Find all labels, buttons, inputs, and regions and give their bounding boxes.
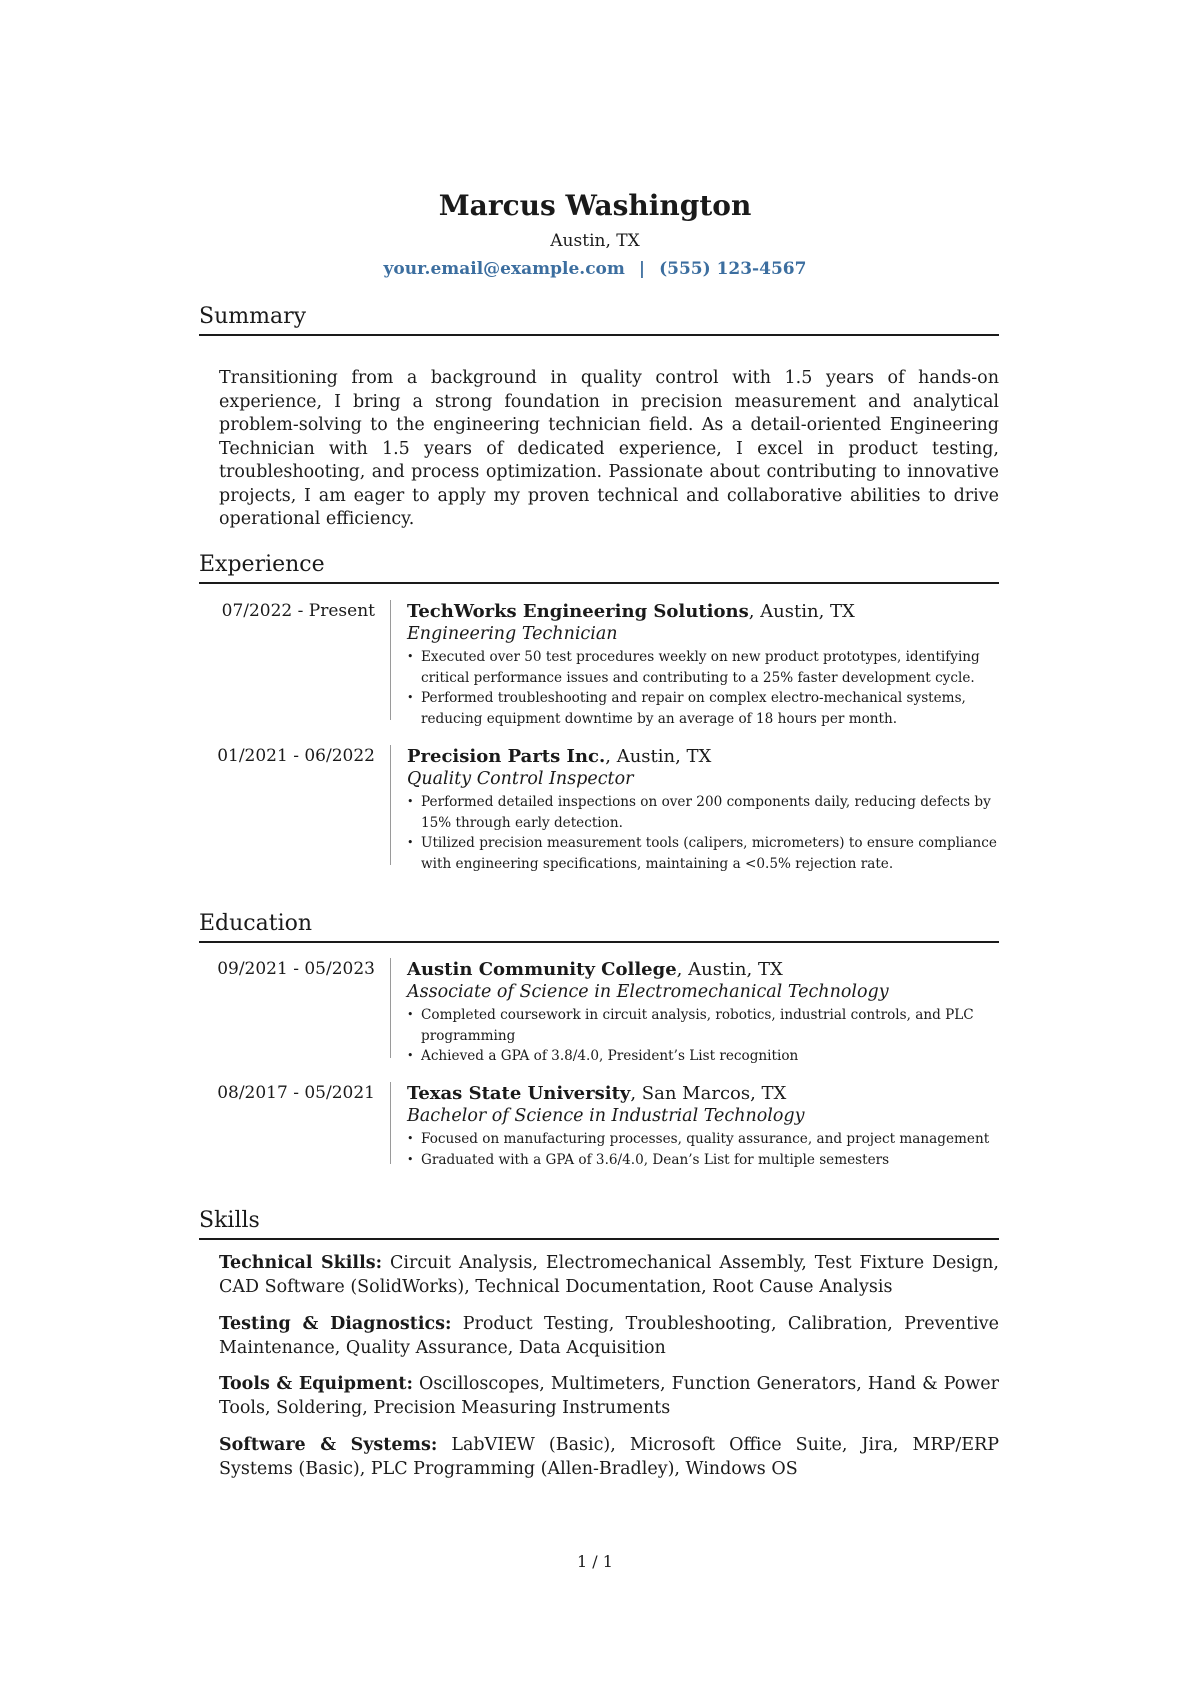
org-location: , Austin, TX [676,959,783,980]
email-link[interactable]: your.email@example.com [383,259,625,279]
skill-text: Product Testing, Troubleshooting, Calibration, Preventive Maintenance, Quality Assurance, Data Acquisition [219,1314,999,1358]
entry-role: Associate of Science in Electromechanical Technology [407,982,889,1002]
skill-group [219,1434,999,1481]
bullet-icon: • [407,795,414,808]
bullet-icon: • [407,691,414,704]
entry-role: Engineering Technician [407,624,618,644]
timeline-rule [390,1082,391,1164]
bullet-item [407,792,999,833]
org-name: TechWorks Engineering Solutions [407,601,749,622]
skill-group [219,1373,999,1420]
skills-heading: Skills [199,1206,999,1240]
entry-date: 07/2022 - Present [221,601,375,621]
bullet-item [407,1005,999,1046]
bullet-text: Performed detailed inspections on over 200 components daily, reducing defects by 15% through early detection. [421,794,991,831]
entry-organization [407,745,999,768]
org-location: , Austin, TX [605,746,712,767]
entry-organization [407,1082,999,1105]
bullet-item [407,833,999,874]
entry-role: Bachelor of Science in Industrial Technology [407,1106,805,1126]
bullet-text: Focused on manufacturing processes, quality assurance, and project management [421,1131,990,1147]
entry-body [407,1082,999,1170]
entry-body [407,958,999,1067]
entry-date: 08/2017 - 05/2021 [217,1083,375,1103]
skill-label: Technical Skills: [219,1253,383,1273]
entry-organization [407,958,999,981]
skill-group [219,1313,999,1360]
skill-group [219,1252,999,1299]
skill-text: Oscilloscopes, Multimeters, Function Generators, Hand & Power Tools, Soldering, Precision Measuring Instruments [219,1374,999,1418]
entry-bullets [407,1005,999,1067]
bullet-text: Achieved a GPA of 3.8/4.0, President’s List recognition [421,1048,799,1064]
skill-label: Testing & Diagnostics: [219,1314,452,1334]
candidate-location: Austin, TX [550,231,640,251]
org-location: , Austin, TX [748,601,855,622]
bullet-item [407,688,999,729]
bullet-item [407,1150,999,1171]
summary-text: Transitioning from a background in quality control with 1.5 years of hands-on experience, I bring a strong foundation in precision measurement and analytical problem-solving to the engineering technician field. As a detail-oriented Engineering Technician with 1.5 years of dedicated experience, I excel in product testing, troubleshooting, and process optimization. Passionate about contributing to innovative projects, I am eager to apply my proven technical and collaborative abilities to drive operational efficiency. [219,368,999,529]
summary-heading: Summary [199,302,999,336]
skill-label: Tools & Equipment: [219,1374,413,1394]
phone-link[interactable]: (555) 123-4567 [659,259,807,279]
bullet-text: Graduated with a GPA of 3.6/4.0, Dean’s List for multiple semesters [421,1151,890,1168]
contact-separator: | [638,259,646,279]
entry-bullets [407,647,999,729]
bullet-icon: • [407,650,414,663]
org-location: , San Marcos, TX [630,1083,787,1104]
bullet-icon: • [407,1049,414,1062]
entry-date: 01/2021 - 06/2022 [217,746,375,766]
org-name: Precision Parts Inc. [407,746,606,767]
entry-bullets [407,1129,999,1170]
skill-label: Software & Systems: [219,1435,438,1455]
bullet-icon: • [407,1152,414,1166]
bullet-text: Performed troubleshooting and repair on complex electro-mechanical systems, reducing equipment downtime by an average of 18 hours per month. [421,690,966,727]
org-name: Texas State University [407,1083,631,1104]
entry-role: Quality Control Inspector [407,769,634,789]
bullet-item [407,1046,999,1067]
bullet-text: Utilized precision measurement tools (calipers, micrometers) to ensure compliance with engineering specifications, maintaining a <0.5% rejection rate. [421,835,997,872]
education-heading: Education [199,909,999,943]
candidate-name: Marcus Washington [438,189,752,222]
timeline-rule [390,745,391,865]
bullet-icon: • [407,836,414,849]
page-number: 1 / 1 [577,1552,613,1571]
bullet-icon: • [407,1132,414,1145]
entry-date: 09/2021 - 05/2023 [217,959,375,979]
bullet-item [407,647,999,688]
bullet-text: Completed coursework in circuit analysis, robotics, industrial controls, and PLC programming [421,1007,974,1044]
entry-bullets [407,792,999,874]
contact-line [0,256,1190,282]
entry-body [407,745,999,874]
org-name: Austin Community College [407,959,677,980]
bullet-text: Executed over 50 test procedures weekly on new product prototypes, identifying critical performance issues and contributing to a 25% faster development cycle. [421,649,980,686]
resume-header [0,188,1190,282]
entry-organization [407,600,999,623]
experience-heading: Experience [199,550,999,584]
skill-text: Circuit Analysis, Electromechanical Assembly, Test Fixture Design, CAD Software (SolidWorks), Technical Documentation, Root Cause Analysis [219,1253,999,1297]
timeline-rule [390,600,391,720]
bullet-item [407,1129,999,1150]
timeline-rule [390,958,391,1058]
bullet-icon: • [407,1008,414,1021]
entry-body [407,600,999,729]
skill-text: LabVIEW (Basic), Microsoft Office Suite, Jira, MRP/ERP Systems (Basic), PLC Programming (Allen-Bradley), Windows OS [219,1435,999,1479]
